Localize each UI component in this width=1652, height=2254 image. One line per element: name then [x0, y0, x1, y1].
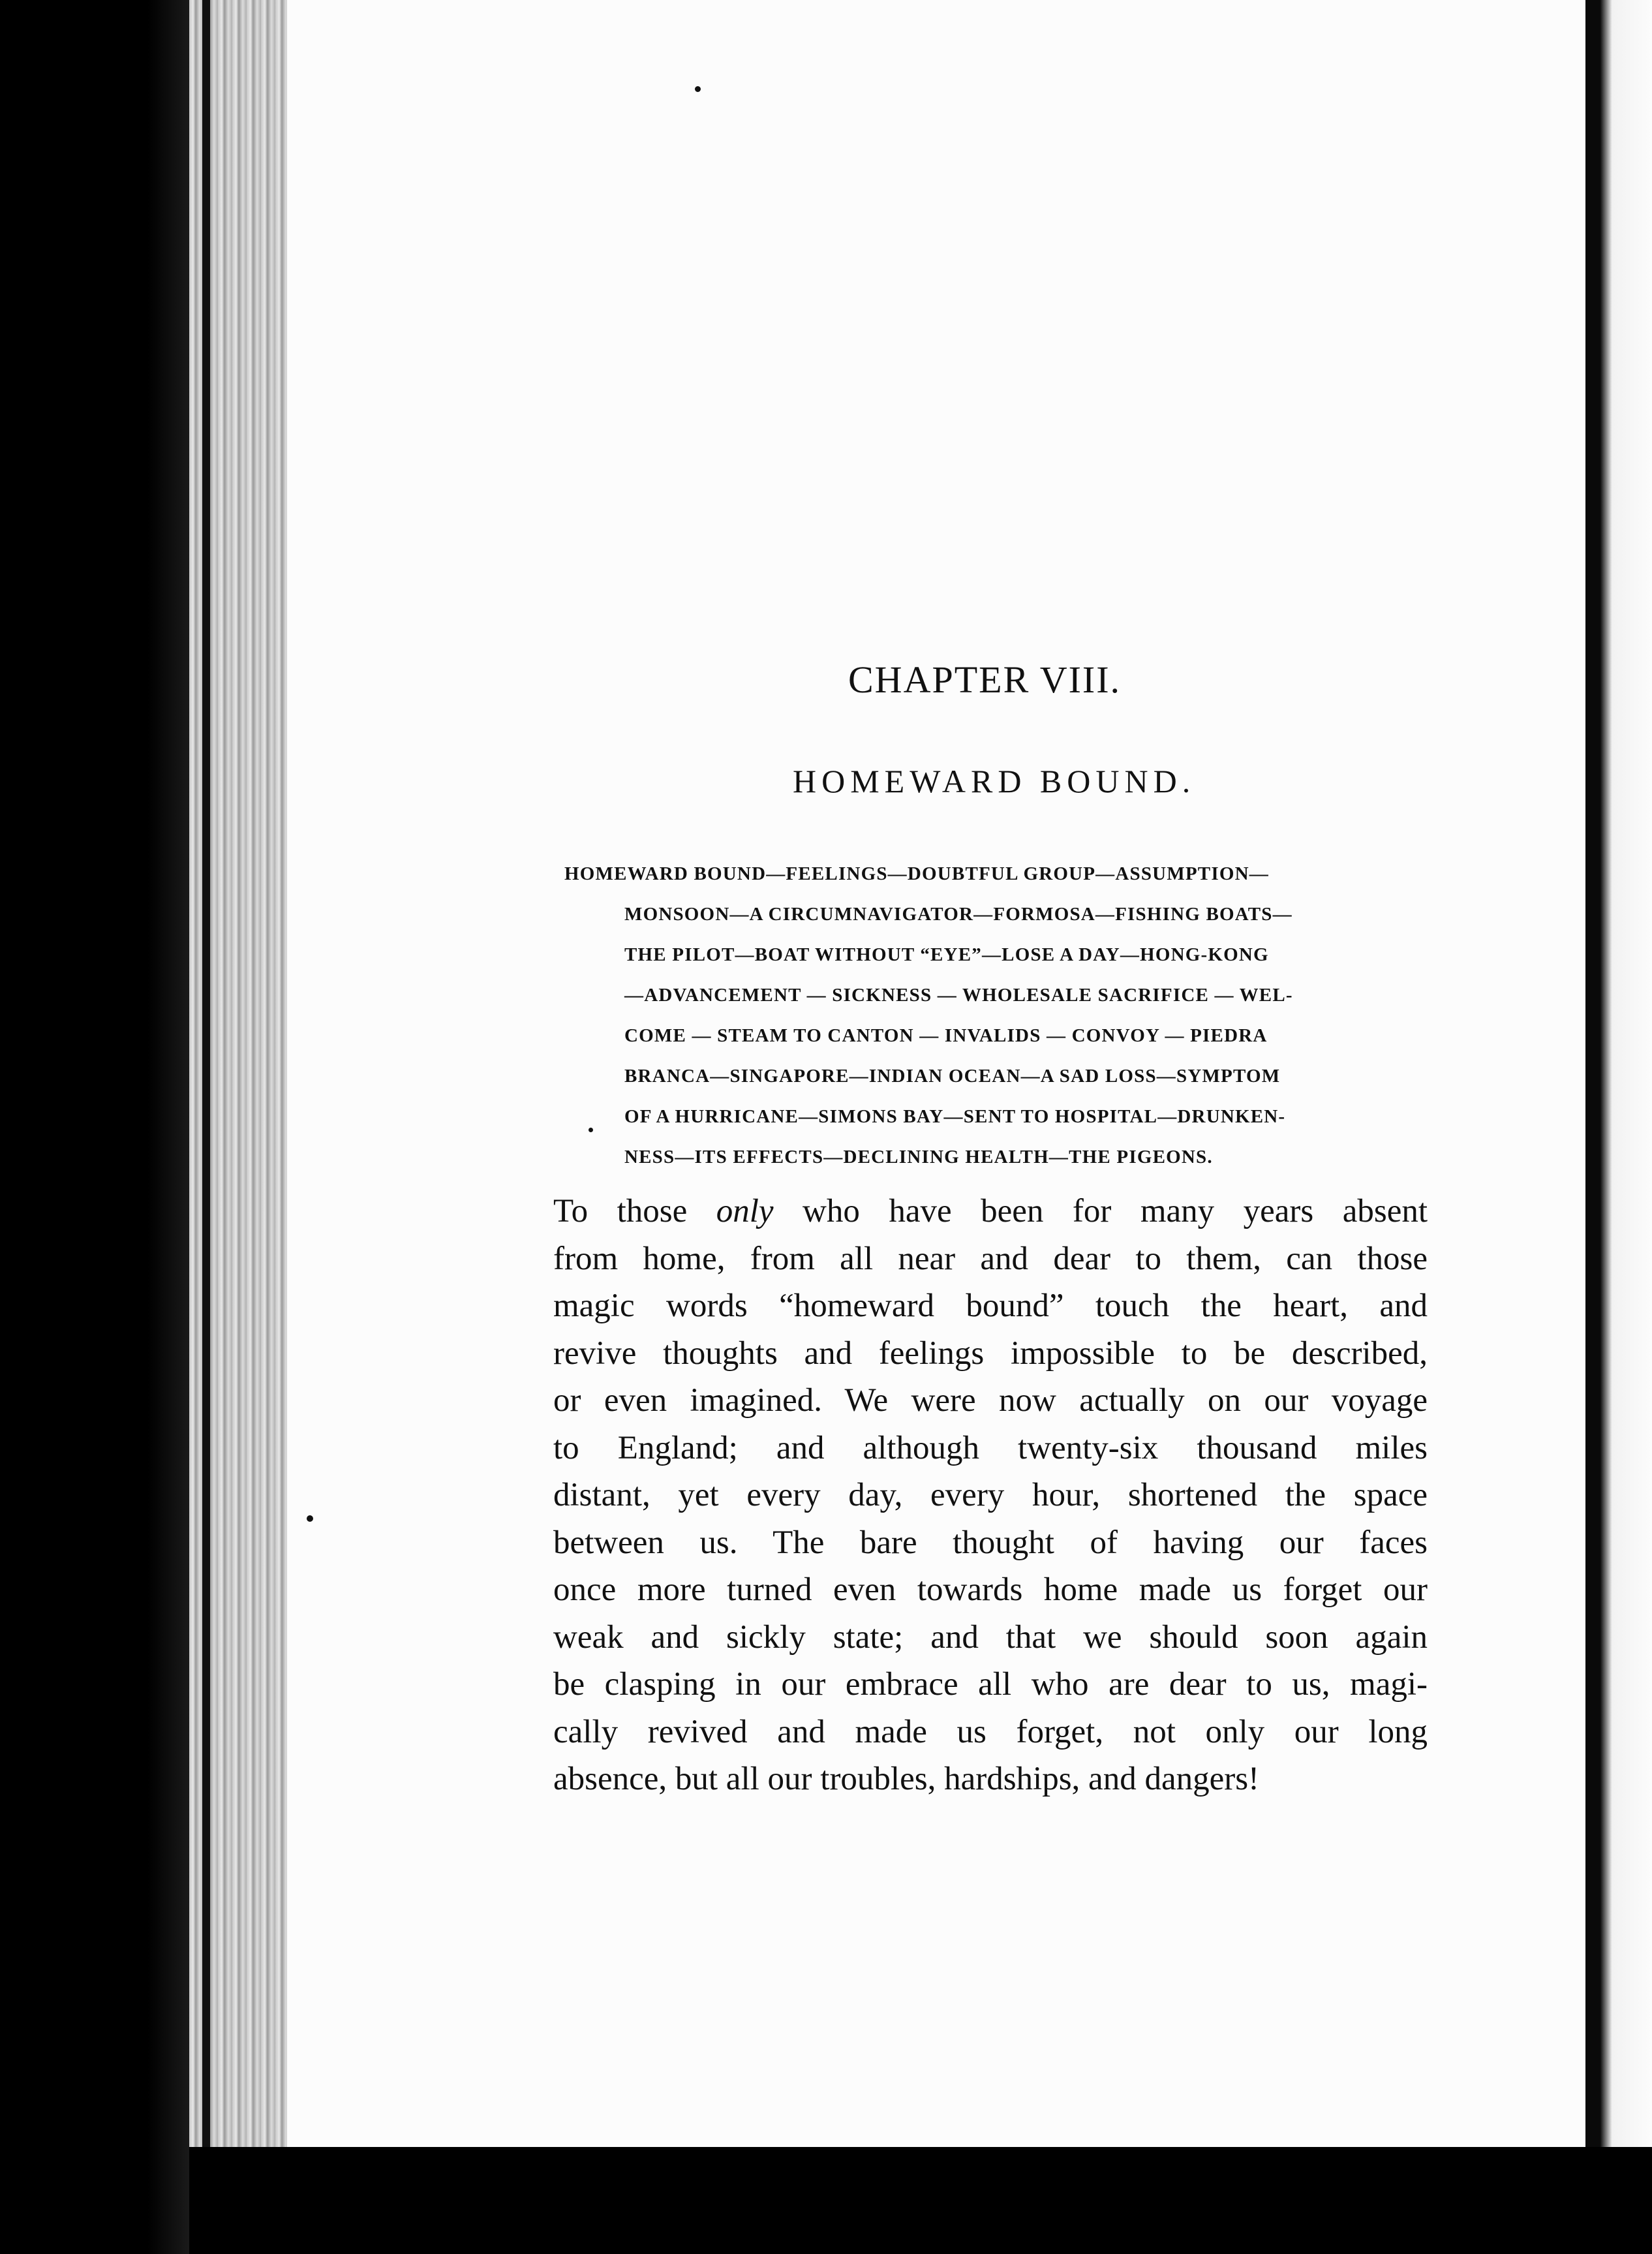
page-stack-shadow-line: [202, 0, 210, 2254]
body-line-rest: who have been for many years absent: [803, 1193, 1428, 1229]
body-line: magic words “homeward bound” touch the heart, and: [553, 1288, 1428, 1324]
body-line: be clasping in our embrace all who are dear to us, magi-: [553, 1666, 1428, 1703]
body-line: revive thoughts and feelings impossible to be described,: [553, 1335, 1428, 1372]
synopsis-line: NESS—ITS EFFECTS—DECLINING HEALTH—THE PIGEONS.: [624, 1147, 1213, 1167]
synopsis-line: OF A HURRICANE—SIMONS BAY—SENT TO HOSPITAL—DRUNKEN-: [624, 1106, 1286, 1127]
page-bottom-shadow: [189, 2147, 1652, 2254]
synopsis-line: —ADVANCEMENT — SICKNESS — WHOLESALE SACRIFICE — WEL-: [624, 985, 1293, 1006]
body-line: weak and sickly state; and that we should soon again: [553, 1618, 1428, 1656]
synopsis-line: COME — STEAM TO CANTON — INVALIDS — CONVOY — PIEDRA: [624, 1025, 1268, 1046]
body-line: distant, yet every day, every hour, shortened the space: [553, 1477, 1428, 1513]
body-line: once more turned even towards home made us forget our: [553, 1571, 1428, 1608]
body-paragraph: [553, 1188, 1428, 1803]
body-line: between us. The bare thought of having our faces: [553, 1524, 1428, 1561]
synopsis-line: HOMEWARD BOUND—FEELINGS—DOUBTFUL GROUP—ASSUMPTION—: [564, 863, 1269, 884]
chapter-synopsis: [564, 854, 1432, 1177]
body-line: from home, from all near and dear to them, can those: [553, 1240, 1428, 1277]
emphasis-word: only: [716, 1193, 774, 1229]
chapter-subtitle: HOMEWARD BOUND.: [793, 763, 1196, 799]
body-line: [553, 1188, 1428, 1235]
right-gutter: [1585, 0, 1652, 2147]
book-edge-left: [0, 0, 189, 2254]
synopsis-line: BRANCA—SINGAPORE—INDIAN OCEAN—A SAD LOSS—SYMPTOM: [624, 1066, 1281, 1087]
body-line-start: To those: [553, 1193, 688, 1229]
body-line: absence, but all our troubles, hardships, and dangers!: [553, 1761, 1260, 1797]
chapter-title: CHAPTER VIII.: [848, 658, 1122, 701]
synopsis-line: MONSOON—A CIRCUMNAVIGATOR—FORMOSA—FISHING BOATS—: [624, 904, 1293, 925]
synopsis-line: THE PILOT—BOAT WITHOUT “EYE”—LOSE A DAY—HONG-KONG: [624, 944, 1269, 965]
ink-speck: [695, 86, 701, 92]
body-line: or even imagined. We were now actually on our voyage: [553, 1382, 1428, 1419]
body-line: to England; and although twenty-six thousand miles: [553, 1429, 1428, 1466]
body-line: cally revived and made us forget, not only our long: [553, 1713, 1428, 1750]
ink-speck: [307, 1515, 313, 1522]
